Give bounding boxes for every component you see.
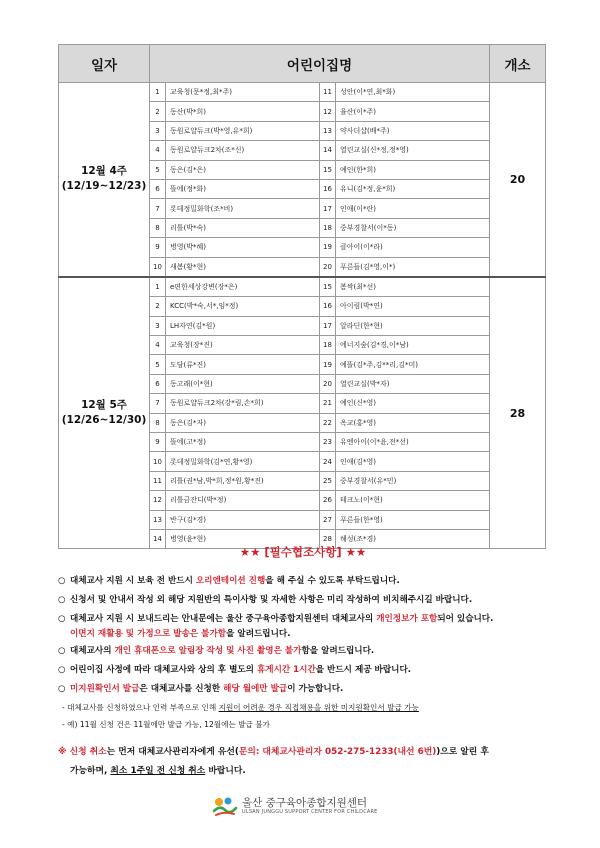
row-number-left: 9 bbox=[150, 433, 166, 452]
row-number-left: 4 bbox=[150, 141, 166, 160]
row-number-right: 13 bbox=[320, 121, 336, 140]
center-name-left: LH자연(김*원) bbox=[166, 316, 320, 335]
center-name-right: 열린교실(신*정,정*영) bbox=[336, 141, 490, 160]
center-name-right: 아이림(박*연) bbox=[336, 297, 490, 316]
center-name-left: 롯데정밀화학(조*비) bbox=[166, 199, 320, 218]
center-name-right: 에너지숲(김*경,이*남) bbox=[336, 336, 490, 355]
row-number-left: 2 bbox=[150, 297, 166, 316]
row-number-left: 6 bbox=[150, 179, 166, 198]
center-name-left: 롯데정밀화학(김*연,황*영) bbox=[166, 452, 320, 471]
cancel-notice-continued: 가능하며, 최소 1주일 전 신청 취소 바랍니다. bbox=[70, 766, 246, 776]
center-name-left: 새봄(황*현) bbox=[166, 257, 320, 277]
schedule-table bbox=[58, 44, 546, 549]
row-number-right: 12 bbox=[320, 102, 336, 121]
week-cell bbox=[59, 83, 150, 277]
center-name-left: 병영(박*혜) bbox=[166, 238, 320, 257]
row-number-right: 22 bbox=[320, 413, 336, 432]
row-number-right: 20 bbox=[320, 257, 336, 277]
schedule-body bbox=[59, 83, 546, 549]
row-number-right: 20 bbox=[320, 374, 336, 393]
row-number-right: 28 bbox=[320, 529, 336, 548]
row-number-left: 10 bbox=[150, 257, 166, 277]
row-number-left: 7 bbox=[150, 394, 166, 413]
notice-subitem: - 예) 11월 신청 건은 11월에만 발급 가능, 12월에는 발급 불가 bbox=[62, 720, 270, 729]
row-number-left: 3 bbox=[150, 121, 166, 140]
footer-logo-block bbox=[212, 795, 398, 817]
center-name-left: 동산(박*희) bbox=[166, 102, 320, 121]
center-name-right: 알라딘(한*현) bbox=[336, 316, 490, 335]
center-name-left: 반구(김*경) bbox=[166, 510, 320, 529]
center-name-left: 리틀금잔디(박*정) bbox=[166, 491, 320, 510]
center-name-left: 리틀(박*숙) bbox=[166, 218, 320, 237]
row-number-left: 13 bbox=[150, 510, 166, 529]
notice-item: ○ 대체교사 지원 시 보육 전 반드시 오리엔테이션 진행을 해 주실 수 있도록 부탁드립니다. bbox=[58, 572, 548, 591]
week-label: 12월 4주 bbox=[81, 165, 127, 178]
center-name-right: 푸른들(한*영) bbox=[336, 510, 490, 529]
row-number-left: 14 bbox=[150, 529, 166, 548]
center-name-right: 성안(이*연,최*화) bbox=[336, 83, 490, 102]
center-name-right: 인애(김*영) bbox=[336, 452, 490, 471]
center-name-right: 클아이(이*라) bbox=[336, 238, 490, 257]
center-name-left: 도담(류*진) bbox=[166, 355, 320, 374]
header-date: 일자 bbox=[59, 45, 150, 83]
center-name-right: 인애(이*란) bbox=[336, 199, 490, 218]
bullet-circle: ○ bbox=[58, 595, 66, 605]
center-name-right: 봄싹(최*선) bbox=[336, 277, 490, 297]
row-number-left: 8 bbox=[150, 218, 166, 237]
row-number-right: 19 bbox=[320, 355, 336, 374]
row-number-right: 16 bbox=[320, 179, 336, 198]
center-name-right: 유니(김*정,윤*희) bbox=[336, 179, 490, 198]
row-number-right: 15 bbox=[320, 160, 336, 179]
table-row bbox=[59, 83, 546, 102]
center-name-right: 해성(조*경) bbox=[336, 529, 490, 548]
week-count: 20 bbox=[490, 83, 546, 277]
bullet-circle: ○ bbox=[58, 614, 66, 624]
header-center: 어린이집명 bbox=[150, 45, 490, 83]
center-name-left: 병영(윤*현) bbox=[166, 529, 320, 548]
notice-item: ○ 대체교사의 개인 휴대폰으로 알림장 작성 및 사진 촬영은 불가함을 알려드립니다. bbox=[58, 642, 548, 661]
row-number-right: 16 bbox=[320, 297, 336, 316]
center-name-right: 유엔아이(이*윤,전*선) bbox=[336, 433, 490, 452]
table-header-row bbox=[59, 45, 546, 83]
center-name-left: e편한세상강변(장*은) bbox=[166, 277, 320, 297]
row-number-right: 19 bbox=[320, 238, 336, 257]
center-name-right: 예인(신*영) bbox=[336, 394, 490, 413]
center-name-right: 율산(이*주) bbox=[336, 102, 490, 121]
bullet-circle: ○ bbox=[58, 646, 66, 656]
bullet-circle: ○ bbox=[58, 665, 66, 675]
center-logo-icon bbox=[212, 795, 238, 817]
row-number-right: 27 bbox=[320, 510, 336, 529]
row-number-left: 1 bbox=[150, 277, 166, 297]
row-number-left: 8 bbox=[150, 413, 166, 432]
header-count: 개소 bbox=[490, 45, 546, 83]
row-number-right: 17 bbox=[320, 316, 336, 335]
notice-title: ★★ [필수협조사항] ★★ bbox=[239, 545, 367, 559]
center-name-right: 열린교실(박*자) bbox=[336, 374, 490, 393]
center-name-left: 동원로얄듀크2차(조*신) bbox=[166, 141, 320, 160]
week-range: (12/19~12/23) bbox=[61, 180, 147, 193]
notice-item: ○ 신청서 및 안내서 작성 외 해당 지원반의 특이사항 및 자세한 사항은 미리 작성하여 비치해주시길 바랍니다. bbox=[58, 591, 548, 610]
week-cell bbox=[59, 277, 150, 549]
center-name-left: 동원로얄듀크2차(강*림,손*희) bbox=[166, 394, 320, 413]
notice-item-continued: 이면지 재활용 및 가정으로 발송은 불가함을 알려드립니다. bbox=[70, 629, 291, 639]
center-name-left: 동고래(이*현) bbox=[166, 374, 320, 393]
row-number-right: 18 bbox=[320, 336, 336, 355]
center-name-right: 테크노(이*현) bbox=[336, 491, 490, 510]
notice-item: ○ 대체교사 지원 시 보내드리는 안내문에는 울산 중구육아종합지원센터 대체교사의 개인정보가 포함되어 있습니다. bbox=[58, 610, 548, 629]
notice-subitem: - 대체교사를 신청하였으나 인력 부족으로 인해 지원이 어려운 경우 직접채용을 위한 미지원확인서 발급 가능 bbox=[62, 703, 419, 712]
table-row bbox=[59, 277, 546, 297]
row-number-right: 24 bbox=[320, 452, 336, 471]
center-name-right: 중부경찰서(이*동) bbox=[336, 218, 490, 237]
center-name-left: 리틀(권*남,박*희,정*원,황*진) bbox=[166, 471, 320, 490]
row-number-left: 6 bbox=[150, 374, 166, 393]
row-number-right: 11 bbox=[320, 83, 336, 102]
footer-center-name-en: ULSAN JUNGGU SUPPORT CENTER FOR CHILDCARE bbox=[242, 809, 378, 815]
row-number-right: 14 bbox=[320, 141, 336, 160]
row-number-right: 25 bbox=[320, 471, 336, 490]
notice-section bbox=[58, 544, 548, 780]
row-number-right: 26 bbox=[320, 491, 336, 510]
row-number-right: 18 bbox=[320, 218, 336, 237]
center-name-left: 교육청(장*진) bbox=[166, 336, 320, 355]
center-name-right: 옥교(홍*영) bbox=[336, 413, 490, 432]
footer-center-name: 울산 중구육아종합지원센터 bbox=[242, 797, 368, 809]
row-number-right: 23 bbox=[320, 433, 336, 452]
row-number-left: 9 bbox=[150, 238, 166, 257]
center-name-left: 뜰에(고*정) bbox=[166, 433, 320, 452]
row-number-left: 1 bbox=[150, 83, 166, 102]
row-number-right: 15 bbox=[320, 277, 336, 297]
center-name-right: 중부경찰서(유*민) bbox=[336, 471, 490, 490]
row-number-left: 4 bbox=[150, 336, 166, 355]
bullet-circle: ○ bbox=[58, 684, 66, 694]
row-number-left: 10 bbox=[150, 452, 166, 471]
center-name-left: 교육청(문*정,최*주) bbox=[166, 83, 320, 102]
bullet-circle: ○ bbox=[58, 576, 66, 586]
notice-item: ○ 어린이집 사정에 따라 대체교사와 상의 후 별도의 휴게시간 1시간을 반드시 제공 바랍니다. bbox=[58, 661, 548, 680]
row-number-right: 17 bbox=[320, 199, 336, 218]
row-number-right: 21 bbox=[320, 394, 336, 413]
center-name-left: 뜰에(정*화) bbox=[166, 179, 320, 198]
week-range: (12/26~12/30) bbox=[61, 414, 147, 427]
center-name-left: 동은(김*은) bbox=[166, 160, 320, 179]
center-name-right: 푸른들(김*영,이*) bbox=[336, 257, 490, 277]
center-name-left: 동원로얄듀크(박*영,유*희) bbox=[166, 121, 320, 140]
center-name-left: KCC(박*숙,서*,임*정) bbox=[166, 297, 320, 316]
row-number-left: 12 bbox=[150, 491, 166, 510]
center-name-left: 동은(김*자) bbox=[166, 413, 320, 432]
center-name-right: 예인(한*희) bbox=[336, 160, 490, 179]
row-number-left: 11 bbox=[150, 471, 166, 490]
center-name-right: 예뜰(김*주,김**리,김*미) bbox=[336, 355, 490, 374]
week-label: 12월 5주 bbox=[81, 399, 127, 412]
week-count: 28 bbox=[490, 277, 546, 549]
center-name-right: 약사더샵(배*주) bbox=[336, 121, 490, 140]
notice-item: ○ 미지원확인서 발급은 대체교사를 신청한 해당 월에만 발급이 가능합니다. bbox=[58, 680, 548, 699]
cancel-notice: ※ 신청 취소는 먼저 대체교사관리자에게 유선(문의: 대체교사관리자 052-275-1233(내선 6번))으로 알린 후 bbox=[58, 747, 489, 757]
row-number-left: 5 bbox=[150, 355, 166, 374]
row-number-left: 3 bbox=[150, 316, 166, 335]
row-number-left: 2 bbox=[150, 102, 166, 121]
row-number-left: 7 bbox=[150, 199, 166, 218]
row-number-left: 5 bbox=[150, 160, 166, 179]
